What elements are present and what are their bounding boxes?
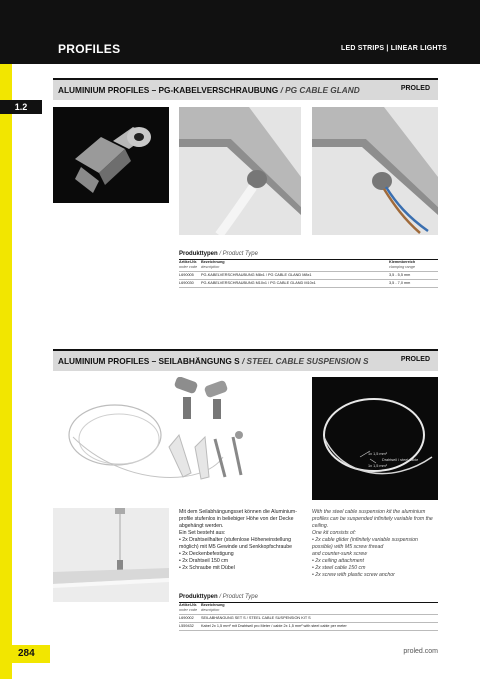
section1-title: ALUMINIUM PROFILES – PG-KABELVERSCHRAUBUNG [58, 85, 279, 95]
table-row: L690002 SEILABHÄNGUNG SET S / STEEL CABLE SUSPENSION KIT S [179, 615, 438, 623]
table-row: L690030 PG-KABELVERSCHRAUBUNG M10x1 / PG CABLE GLAND M10x1 3,5 - 7,0 mm [179, 280, 438, 288]
suspension-kit-photo [53, 377, 302, 500]
section2-title: ALUMINIUM PROFILES – SEILABHÄNGUNG S [58, 356, 240, 366]
section2-product-table [179, 602, 438, 631]
table-header-row: Artikel-Nr. order code Bezeichnung description [179, 603, 438, 615]
description-german: Mit dem Seilabhängungsset können die Aluminium- profile stufenlos in beliebiger Höhe von der Decke abgehängt werden. Ein Set besteht aus: • 2x Drahtseilhalter (stufenlose Höheneinstellung möglich) mit M5 Gewinde und Senkkopfschraube • 2x Deckenbefestigung • 2x Drahtseil 150 cm • 2x Schraube mit Dübel [179, 509, 297, 571]
breadcrumb: LED STRIPS | LINEAR LIGHTS [341, 45, 447, 52]
page-number-box [10, 645, 50, 663]
cable-photo [312, 377, 438, 500]
table-row: L690005 PG-KABELVERSCHRAUBUNG M8x1 / PG CABLE GLAND M8x1 3,5 - 5,5 mm [179, 272, 438, 280]
side-accent-bar [0, 64, 12, 679]
page-number: 284 [18, 648, 35, 659]
section2-title-en: / STEEL CABLE SUSPENSION S [241, 356, 369, 366]
section1-header [53, 78, 438, 100]
brand-logo: PROLED [400, 356, 430, 363]
page-title: PROFILES [58, 42, 121, 56]
footer-url: proled.com [403, 648, 438, 655]
cable-callouts: 1x 1,5 mm² Drahtseil / steel cable 1x 1,5 mm² [368, 452, 419, 468]
section1-table-title: Produkttypen / Product Type [179, 251, 258, 257]
cable-gland-photo [53, 107, 169, 203]
table-header-row: Artikel-Nr. order code Bezeichnung description Klemmbereich clamping range [179, 260, 438, 272]
brand-logo: PROLED [400, 85, 430, 92]
profile-gland-photo-1 [179, 107, 301, 235]
suspended-profile-photo [53, 508, 169, 602]
profile-gland-photo-2 [312, 107, 438, 235]
section2-table-title: Produkttypen / Product Type [179, 594, 258, 600]
description-english: With the steel cable suspension kit the aluminium profiles can be suspended infinitely variable from the ceiling. One kit consists of: • 2x cable glider (infinitely variable suspension possible) with M5 screw thread and counter-sunk screw • 2x ceiling attachment • 2x steel cable 150 cm • 2x screw with plastic screw anchor [312, 509, 433, 578]
section1-product-table [179, 259, 438, 288]
table-row: L559432 Kabel 2x 1,5 mm² mit Drahtseil pro Meter / cable 2x 1,5 mm² with steel cable per meter [179, 623, 438, 631]
section2-header [53, 349, 438, 371]
page-header [0, 0, 480, 64]
section-tab: 1.2 [0, 100, 42, 114]
section1-title-en: / PG CABLE GLAND [280, 85, 360, 95]
